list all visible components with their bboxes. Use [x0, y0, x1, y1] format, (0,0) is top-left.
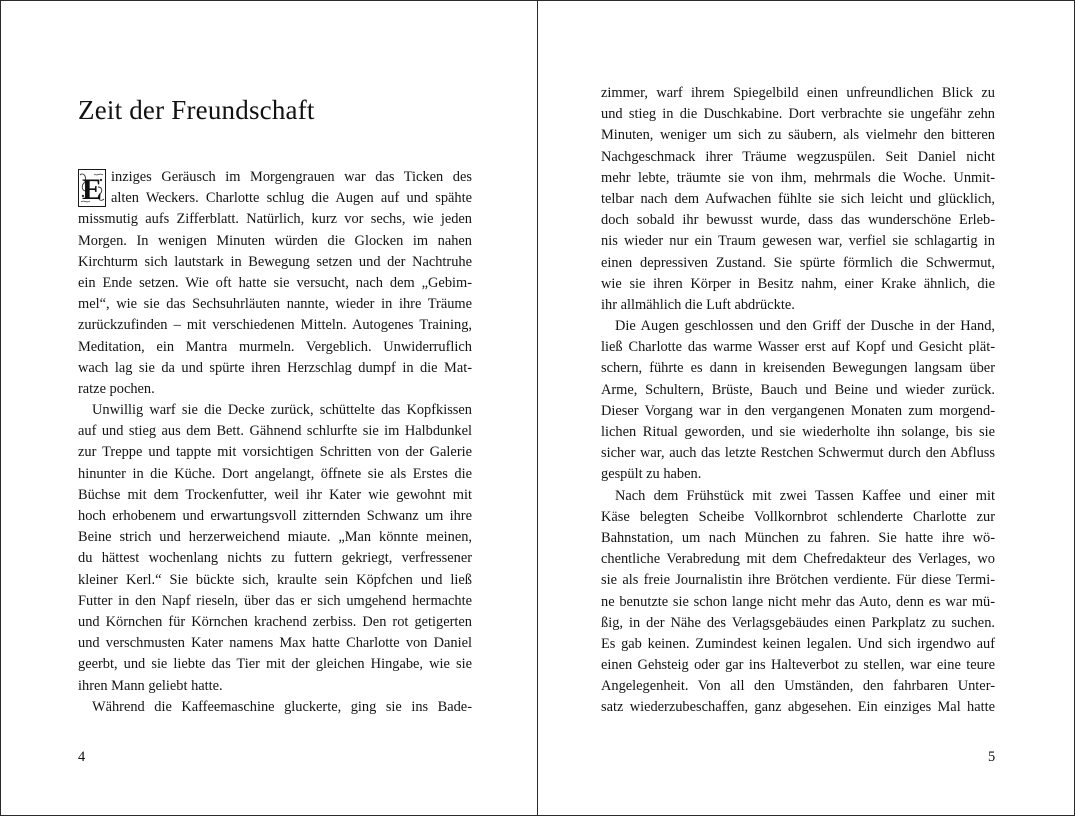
text-line: lichen Ritual geworden, und sie wiederholte ihn solange, bis sie: [601, 424, 995, 440]
text-line: mel“, wie sie das Sechsuhrläuten nannte, wieder in ihre Träume: [78, 296, 472, 313]
text-line: auf und stieg aus dem Bett. Gähnend schlurfte sie im Halbdunkel: [78, 423, 472, 440]
text-line: hoch erhobenem und erwartungsvoll zitternden Schwanz um ihre: [78, 508, 472, 524]
text-line: schern, führte es dann in kreisenden Bewegungen langsam über: [601, 360, 995, 377]
text-line: zur Treppe und tappte mit vorsichtigen Schritten von der Galerie: [78, 444, 472, 461]
text-line: wie sie ihren Körper in Besitz nahm, einer Krake ähnlich, die: [601, 275, 995, 292]
text-line: geerbt, und sie liebte das Tier mit der gleichen Hingabe, wie sie: [78, 656, 472, 673]
text-line: ihren Mann geliebt hatte.: [78, 677, 223, 694]
text-line: und stieg in die Duschkabine. Dort verbrachte sie ungefähr zehn: [601, 106, 995, 123]
text-line: sie als freie Journalistin ihre Brötchen verdiente. Für diese Termi-: [601, 572, 995, 589]
text-line: Angelegenheit. Von all den Umständen, den fahrbaren Unter-: [601, 678, 995, 695]
text-line: ihr allmählich die Luft abdrückte.: [601, 296, 795, 313]
text-line: und verschmusten Kater namens Max hatte Charlotte von Daniel: [78, 635, 472, 652]
text-line: Unwillig warf sie die Decke zurück, schüttelte das Kopfkissen: [92, 402, 472, 419]
text-line: satz wiederzubeschaffen, ganz abgesehen. Ein einziges Mal hatte: [601, 699, 995, 716]
text-line: Während die Kaffeemaschine gluckerte, ging sie ins Bade-: [92, 698, 472, 715]
text-line: einen Gehsteig oder gar ins Halteverbot zu stellen, war eine teure: [601, 657, 995, 674]
text-line: zimmer, warf ihrem Spiegelbild einen unfreundlichen Blick zu: [601, 85, 995, 101]
text-line: wach lag sie da und spürte ihren Herzschlag dumpf in die Mat-: [78, 359, 472, 376]
text-line: alten Weckers. Charlotte schlug die Augen auf und spähte: [111, 190, 472, 207]
text-line: inziges Geräusch im Morgengrauen war das Ticken des: [111, 169, 472, 185]
text-line: Futter in den Napf rieseln, über das er sich umgehend hermachte: [78, 592, 472, 609]
text-line: ein Ende setzen. Wie oft hatte sie versucht, nach dem „Gebim-: [78, 274, 472, 291]
text-line: einen depressiven Zustand. Sie spürte förmlich die Schwermut,: [601, 254, 995, 271]
text-line: Die Augen geschlossen und den Griff der Dusche in der Hand,: [615, 318, 995, 335]
text-line: doch sobald ihr bewusst wurde, dass das wunderschöne Erleb-: [601, 212, 995, 229]
left-lines: [78, 167, 472, 718]
text-line: gespült zu haben.: [601, 466, 702, 483]
text-line: Es gab keinen. Zumindest keinen legalen. Und sich irgendwo auf: [601, 635, 995, 652]
text-line: nis wieder nur ein Traum gewesen war, verfiel sie schlagartig in: [601, 233, 995, 250]
text-line: kleiner Kerl.“ Sie bückte sich, kraulte sein Köpfchen und ließ: [78, 571, 472, 588]
text-line: chentliche Verabredung mit dem Chefredakteur des Verlages, wo: [601, 551, 995, 568]
text-line: Meditation, ein Mantra murmeln. Vergeblich. Unwiderruflich: [78, 338, 472, 355]
right-lines: [601, 83, 995, 719]
text-line: Käse belegten Scheibe Vollkornbrot schlenderte Charlotte zur: [601, 508, 995, 525]
text-line: sicher war, auch das letzte Restchen Schwermut durch den Abfluss: [601, 445, 995, 462]
text-line: ließ Charlotte das warme Wasser erst auf Kopf und Gesicht plät-: [601, 339, 995, 356]
right-page: [538, 0, 1075, 816]
chapter-title: Zeit der Freundschaft: [78, 95, 315, 125]
text-line: missmutig aufs Zifferblatt. Natürlich, kurz vor sechs, wie jeden: [78, 211, 472, 228]
text-line: Dieser Vorgang war in den vergangenen Monaten zum morgend-: [601, 402, 995, 419]
text-line: hinunter in die Küche. Dort angelangt, öffnete sie als Erstes die: [78, 465, 472, 482]
text-line: Beine strich und herzerweichend miaute. „Man könnte meinen,: [78, 529, 472, 546]
text-line: mehr lebte, träumte sie von ihm, mehrmals die Woche. Unmit-: [601, 169, 995, 186]
right-page-body: [601, 83, 995, 719]
drop-cap-letter: E: [81, 173, 103, 206]
text-line: ßig, in der Nähe des Verlagsgebäudes einen Parkplatz zu suchen.: [601, 614, 995, 631]
text-line: telbar nach dem Aufwachen fühlte sie sich leicht und glücklich,: [601, 190, 995, 207]
text-line: ne benutzte sie schon lange nicht mehr das Auto, denn es war mü-: [601, 593, 995, 610]
text-line: du hättest wochenlang nichts zu futtern gekriegt, verfressener: [78, 550, 472, 567]
text-line: und Körnchen für Körnchen krachend zerbiss. Den rot getigerten: [78, 613, 472, 630]
text-line: Minuten, weniger um sich zu säubern, als vielmehr den bitteren: [601, 127, 995, 144]
opening-paragraph: [78, 167, 472, 718]
text-line: Kirchturm sich lautstark in Bewegung setzen und der Nachtruhe: [78, 253, 472, 270]
text-line: zurückzufinden – mit verschiedenen Mitteln. Autogenes Training,: [78, 317, 472, 334]
drop-cap: [78, 169, 106, 207]
text-line: Büchse mit dem Trockenfutter, weil ihr Kater wie gewohnt mit: [78, 486, 472, 503]
left-page-body: [78, 167, 472, 718]
left-page: [0, 0, 537, 816]
text-line: ratze pochen.: [78, 380, 155, 397]
text-line: Nachgeschmack ihrer Träume wegzuspülen. Seit Daniel nicht: [601, 148, 995, 165]
text-line: Morgen. In wenigen Minuten würden die Glocken im nahen: [78, 232, 472, 249]
drop-cap-ornament: [78, 169, 106, 207]
text-line: Bahnstation, um nach München zu fahren. Sie hatte ihre wö-: [601, 529, 995, 546]
text-line: Nach dem Frühstück mit zwei Tassen Kaffee und einer mit: [615, 487, 995, 504]
text-line: Arme, Schultern, Brüste, Bauch und Beine und wieder zurück.: [601, 381, 995, 398]
page-number: 5: [988, 749, 996, 765]
page-number: 4: [78, 749, 86, 765]
